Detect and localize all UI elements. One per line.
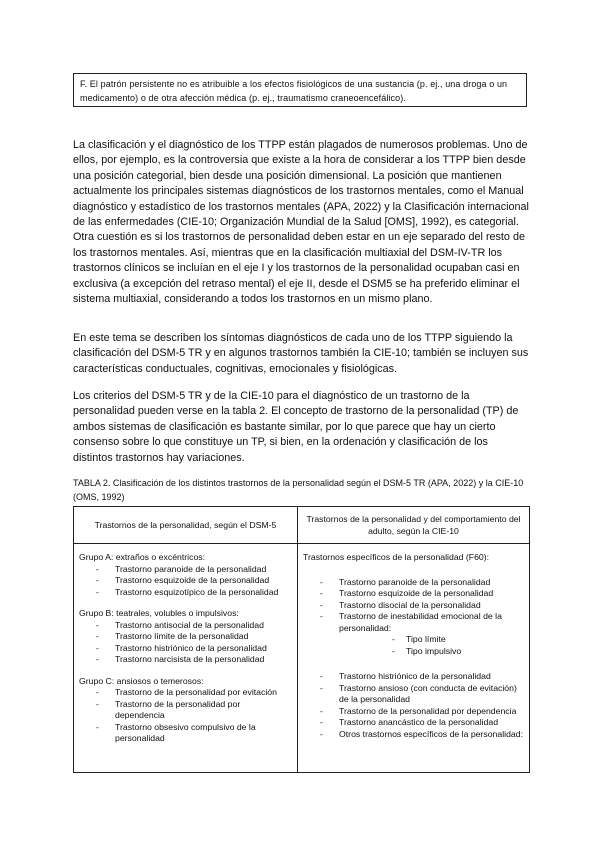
list-item: - Trastorno obsesivo compulsivo de la personalidad xyxy=(96,721,256,743)
list-item: - Trastorno narcisista de la personalidad xyxy=(96,654,265,664)
list-item: - Trastorno anancástico de la personalidad xyxy=(320,717,499,727)
table-body-row xyxy=(74,544,530,773)
sub-list-item: - Tipo impulsivo xyxy=(392,645,462,656)
list-item: - Trastorno paranoide de la personalidad xyxy=(320,576,491,587)
group-b xyxy=(79,608,291,666)
list-item: - Otros trastornos específicos de la personalidad: xyxy=(320,728,523,739)
criterion-f-text: F. El patrón persistente no es atribuible a los efectos fisiológicos de una sustancia (p. ej., una droga o un medicamento) o de otra afección médica (p. ej., traumatismo craneoencefálico). xyxy=(80,79,508,103)
group-c xyxy=(79,676,291,745)
list-item: - Trastorno de la personalidad por dependencia xyxy=(320,705,517,716)
list-item: - Trastorno de la personalidad por evitación xyxy=(96,687,277,697)
list-item: - Trastorno histriónico de la personalidad xyxy=(96,642,267,653)
f60-title: Trastornos específicos de la personalidad (F60): xyxy=(303,552,490,562)
classification-table xyxy=(73,506,530,773)
list-item: - Trastorno esquizotípico de la personalidad xyxy=(96,586,279,597)
group-a xyxy=(79,552,291,598)
list-item: - Trastorno de la personalidad por dependencia xyxy=(96,698,241,720)
sub-list xyxy=(339,634,523,657)
group-title: Grupo C: ansiosos o temerosos: xyxy=(79,675,204,686)
table-header-row xyxy=(74,507,530,544)
list-item: - Trastorno ansioso (con conducta de evitación) de la personalidad xyxy=(320,682,517,704)
paragraph-classification-problems: La clasificación y el diagnóstico de los TTPP están plagados de numerosos problemas. Uno de ellos, por ejemplo, es la controversia que existe a la hora de considerar a los TTPP bien desde una posición categorial, bien desde una posición dimensional. La posición que mantienen actualmente los principales sistemas diagnósticos de los trastornos mentales, como el Manual diagnóstico y estadístico de los trastornos mentales (APA, 2022) y la Clasificación internacional de las enfermedades (CIE-10; Organización Mundial de la Salud [OMS], 1992), es categorial. Otra cuestión es si los trastornos de personalidad deben estar en un eje separado del resto de los trastornos mentales. Así, mientras que en la clasificación multiaxial del DSM-IV-TR los trastornos clínicos se incluían en el eje I y los trastornos de la personalidad ocupaban casi en exclusiva (a excepción del retraso mental) el eje II, desde el DSM5 se ha preferido eliminar el sistema multiaxial, considerando a todos los trastornos en un mismo plano. xyxy=(73,139,529,306)
group-title: Grupo B: teatrales, volubles o impulsivos: xyxy=(79,608,239,618)
paragraph-criteria-comparison: Los criterios del DSM-5 TR y de la CIE-10 para el diagnóstico de un trastorno de la personalidad pueden verse en la tabla 2. El concepto de trastorno de la personalidad (TP) de ambos sistemas de clasificación es bastante similar, por lo que parece que hay un cierto consenso sobre lo que constituye un TP, si bien, en la ordenación y clasificación de los distintos trastornos hay variaciones. xyxy=(73,390,519,464)
list-item: - Trastorno antisocial de la personalidad xyxy=(96,619,264,630)
table-caption: TABLA 2. Clasificación de los distintos trastornos de la personalidad según el DSM-5 TR (APA, 2022) y la CIE-10 (OMS, 1992) xyxy=(73,478,524,502)
list-item: - Trastorno límite de la personalidad xyxy=(96,631,249,641)
header-cie10: Trastornos de la personalidad y del comportamiento del adulto, según la CIE-10 xyxy=(298,507,530,544)
dsm5-column xyxy=(74,544,298,773)
header-dsm5: Trastornos de la personalidad, según el DSM-5 xyxy=(74,507,298,544)
list-item: - Trastorno esquizoide de la personalidad xyxy=(96,575,270,585)
list-item: - Trastorno esquizoide de la personalidad xyxy=(320,588,494,598)
list-item: - Trastorno disocial de la personalidad xyxy=(320,599,481,610)
paragraph-topic-description: En este tema se describen los síntomas diagnósticos de cada uno de los TTPP siguiendo la clasificación del DSM-5 TR y en algunos trastornos también la CIE-10; también se incluyen sus características conductuales, cognitivas, emocionales y fisiológicas. xyxy=(73,332,529,375)
cie10-column xyxy=(298,544,530,773)
sub-list-item: - Tipo límite xyxy=(392,634,446,644)
group-title: Grupo A: extraños o excéntricos: xyxy=(79,552,206,562)
list-item: - Trastorno paranoide de la personalidad xyxy=(96,563,267,574)
list-item: - Trastorno histriónico de la personalidad xyxy=(320,671,491,681)
criterion-f-box xyxy=(73,73,527,107)
list-item: - Trastorno de inestabilidad emocional de la personalidad: - Tipo límite - Tipo impulsivo xyxy=(303,611,523,657)
